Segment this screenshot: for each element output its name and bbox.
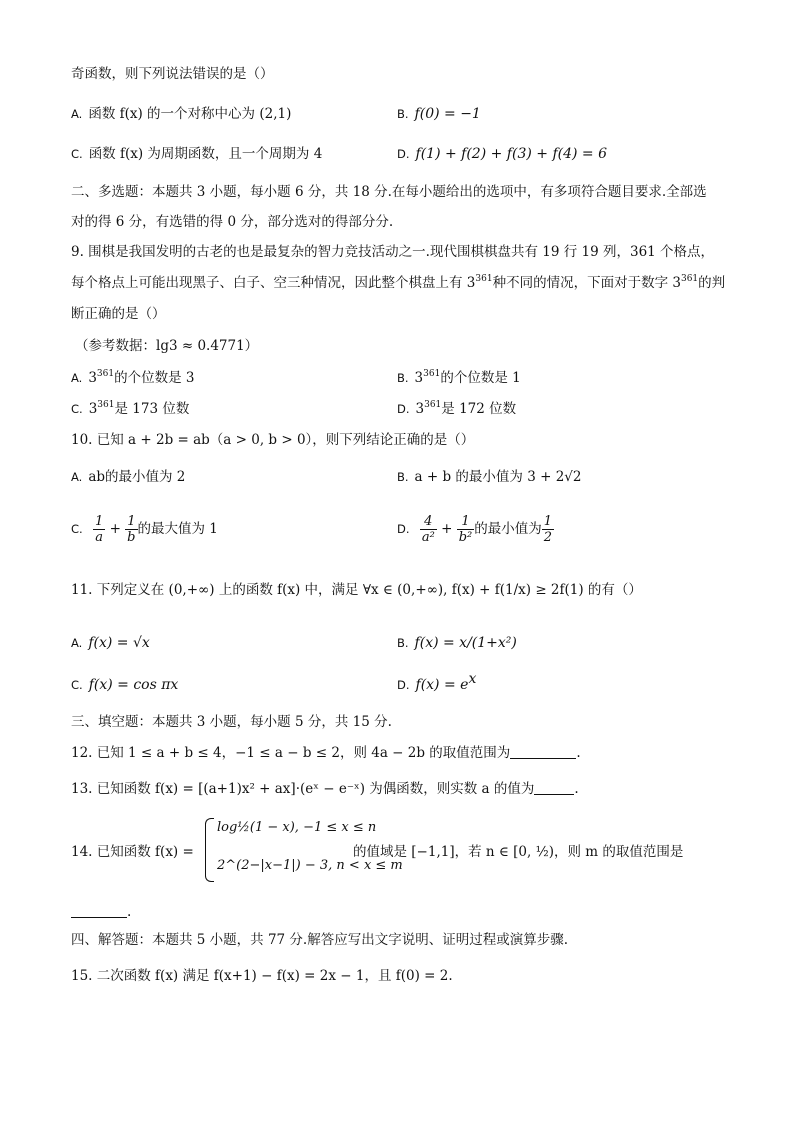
option-b-label: B. [397, 470, 409, 484]
option-c-label: C. [71, 147, 83, 161]
option-d-label: D. [397, 402, 410, 416]
section-4-heading: 四、解答题：本题共 5 小题，共 77 分.解答应写出文字说明、证明过程或演算步骤. [71, 932, 569, 948]
section-2-heading-line-1: 二、多选题：本题共 3 小题，每小题 6 分，共 18 分.在每小题给出的选项中，有多项符合题目要求.全部选 [71, 184, 707, 200]
option-b-label: B. [397, 636, 409, 650]
option-b-text: a + b 的最小值为 3 + 2√2 [414, 469, 582, 485]
option-d-base: 3 [415, 401, 425, 417]
question-13 [71, 779, 754, 799]
plus-sign: + [441, 521, 453, 537]
option-d-text: f(x) = e [415, 677, 469, 693]
denominator: b² [458, 530, 473, 545]
fraction [125, 514, 137, 545]
answer-blank [534, 780, 574, 795]
fraction [93, 514, 105, 545]
exponent: x [468, 671, 477, 687]
denominator: a [95, 530, 103, 545]
question-12-text: 12. 已知 1 ≤ a + b ≤ 4，−1 ≤ a − b ≤ 2，则 4a − 2b 的取值范围为 [71, 745, 511, 761]
answer-blank [510, 744, 576, 759]
question-12 [71, 743, 754, 763]
numerator: 1 [543, 514, 553, 529]
question-14 [71, 818, 751, 882]
question-9-options-row-2 [71, 399, 751, 419]
exponent: 361 [97, 400, 115, 410]
q9-text-part: 的判 [698, 275, 726, 291]
plus-sign: + [109, 521, 121, 537]
exponent: 361 [475, 274, 493, 284]
option-d-text: 是 172 位数 [441, 401, 517, 417]
exponent: 361 [423, 369, 441, 379]
option-a-label: A. [71, 470, 83, 484]
question-11-stem: 11. 下列定义在 (0,+∞) 上的函数 f(x) 中，满足 ∀x ∈ (0,+∞), f(x) + f(1/x) ≥ 2f(1) 的有（） [71, 582, 642, 598]
numerator: 1 [457, 514, 475, 530]
question-8-options-row-2 [71, 144, 751, 164]
option-b-text: 的个位数是 1 [440, 370, 521, 386]
question-11-options-row-1 [71, 633, 751, 653]
question-9-line-2 [71, 273, 754, 293]
piecewise-case-2: 2^(2−|x−1|) − 3, n < x ≤ m [217, 858, 403, 873]
question-9-options-row-1 [71, 368, 751, 388]
option-c-base: 3 [88, 401, 98, 417]
numerator: 4 [420, 514, 437, 530]
option-a-text: 函数 f(x) 的一个对称中心为 (2,1) [88, 106, 292, 122]
option-c-text: 的最大值为 1 [137, 521, 218, 537]
q9-text-part: 每个格点上可能出现黑子、白子、空三种情况，因此整个棋盘上有 3 [71, 275, 476, 291]
option-a-label: A. [71, 107, 83, 121]
question-15: 15. 二次函数 f(x) 满足 f(x+1) − f(x) = 2x − 1，且 f(0) = 2. [71, 968, 453, 984]
option-a-text: 的个位数是 3 [114, 370, 195, 386]
exponent: 361 [424, 400, 442, 410]
option-c-text: 是 173 位数 [114, 401, 190, 417]
option-b-text: f(x) = x/(1+x²) [414, 635, 517, 651]
piecewise-brace [205, 818, 214, 882]
option-c-label: C. [71, 402, 83, 416]
question-9-reference: （参考数据：lg3 ≈ 0.4771） [75, 338, 259, 354]
option-c-text: f(x) = cos πx [88, 677, 179, 693]
period: . [576, 745, 581, 761]
option-d-label: D. [397, 678, 410, 692]
option-d-label: D. [397, 522, 410, 536]
exponent: 361 [96, 369, 115, 379]
question-10-stem: 10. 已知 a + 2b = ab（a > 0, b > 0），则下列结论正确的是（） [71, 432, 475, 448]
question-13-text: 13. 已知函数 f(x) = [(a+1)x² + ax]·(eˣ − e⁻ˣ) 为偶函数，则实数 a 的值为 [71, 781, 535, 797]
answer-blank [71, 903, 127, 918]
option-b-label: B. [397, 107, 409, 121]
fraction [420, 514, 437, 545]
question-9-line-3: 断正确的是（） [71, 306, 166, 322]
question-8-stem: 奇函数，则下列说法错误的是（） [71, 66, 274, 82]
q9-text-part: 种不同的情况，下面对于数字 3 [492, 275, 681, 291]
denominator: a² [421, 530, 435, 545]
question-14-stem: 14. 已知函数 f(x) = [71, 844, 194, 860]
option-c-label: C. [71, 678, 83, 692]
exponent: 361 [680, 274, 699, 284]
question-14-answer [71, 902, 754, 922]
option-a-label: A. [71, 371, 83, 385]
option-a-base: 3 [88, 370, 97, 386]
option-a-text: f(x) = √x [88, 635, 150, 651]
option-c-text: 函数 f(x) 为周期函数，且一个周期为 4 [88, 146, 323, 162]
option-a-text: ab的最小值为 2 [88, 469, 186, 485]
numerator: 1 [94, 514, 104, 529]
question-10-options-row-1 [71, 467, 751, 487]
fraction [457, 514, 475, 545]
numerator: 1 [125, 514, 137, 530]
option-b-base: 3 [414, 370, 424, 386]
question-10-options-row-2 [71, 512, 751, 546]
period: . [127, 904, 132, 920]
question-9-line-1: 9. 围棋是我国发明的古老的也是最复杂的智力竞技活动之一.现代围棋棋盘共有 19 行 19 列，361 个格点， [71, 244, 715, 260]
section-2-heading-line-2: 对的得 6 分，有选错的得 0 分，部分选对的得部分分. [71, 214, 394, 230]
section-3-heading: 三、填空题：本题共 3 小题，每小题 5 分，共 15 分. [71, 714, 392, 730]
option-b-label: B. [397, 371, 409, 385]
option-d-label: D. [397, 147, 410, 161]
question-11-options-row-2 [71, 671, 751, 695]
question-14-text: 的值域是 [−1,1]，若 n ∈ [0, ½)，则 m 的取值范围是 [353, 844, 684, 860]
fraction [542, 514, 554, 545]
option-d-text: f(1) + f(2) + f(3) + f(4) = 6 [415, 146, 607, 162]
option-b-text: f(0) = −1 [414, 106, 481, 122]
option-a-label: A. [71, 636, 83, 650]
piecewise-case-1: log½(1 − x), −1 ≤ x ≤ n [217, 820, 377, 835]
denominator: 2 [543, 530, 553, 545]
period: . [574, 781, 579, 797]
question-8-options-row-1 [71, 104, 751, 124]
option-c-label: C. [71, 522, 83, 536]
option-d-text: 的最小值为 [474, 521, 542, 537]
denominator: b [127, 530, 136, 545]
